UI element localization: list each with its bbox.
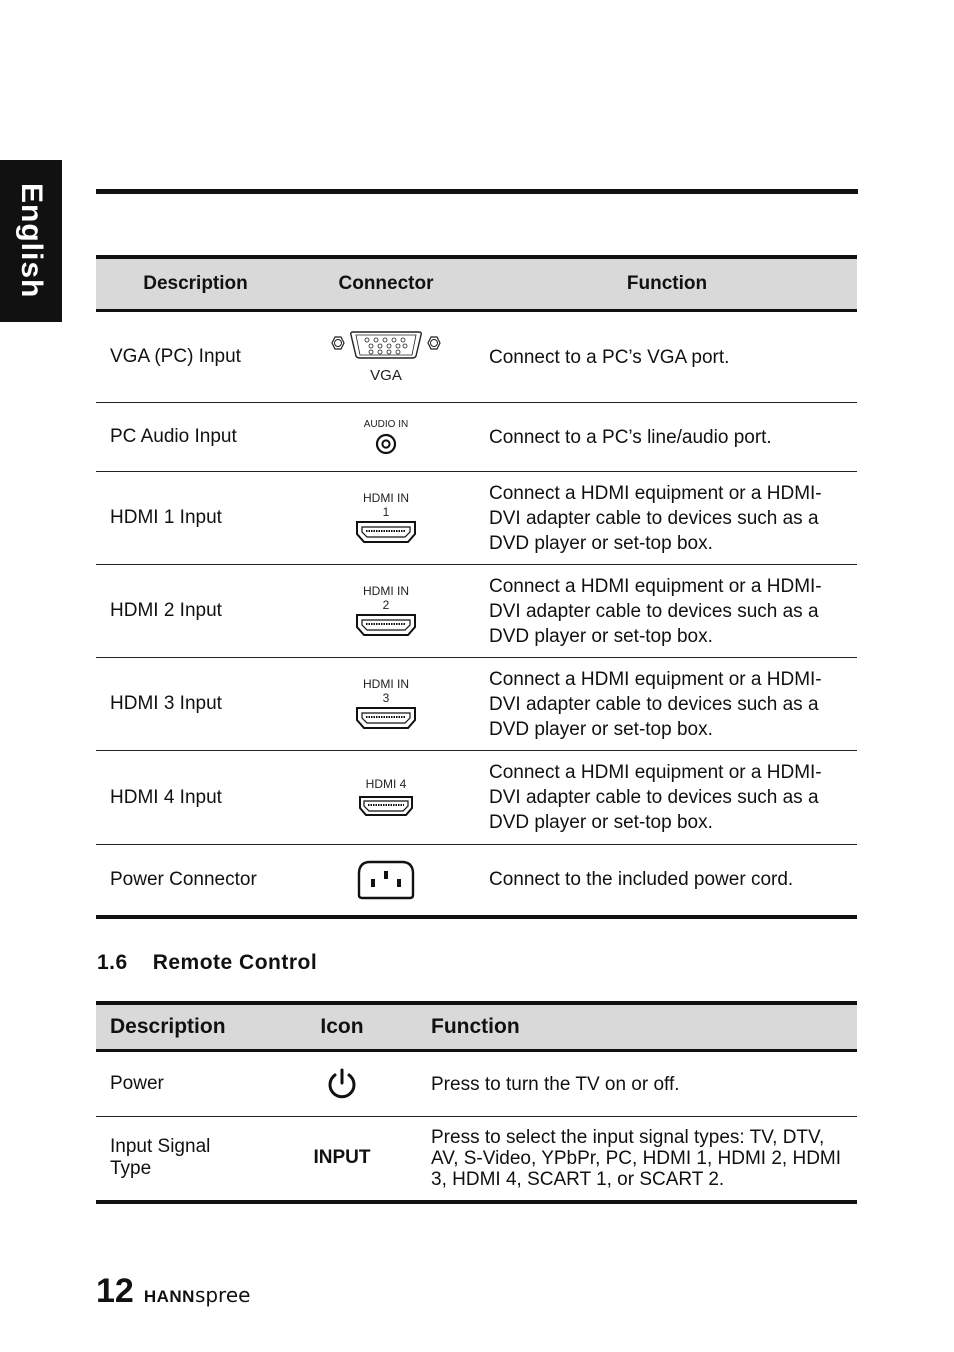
row-description: Power Connector — [96, 845, 295, 917]
header-description: Description — [96, 257, 295, 311]
icon-cell — [272, 1117, 412, 1202]
row-description: PC Audio Input — [96, 403, 295, 472]
connector-caption-number: 2 — [382, 598, 390, 612]
hdmi-port-icon — [354, 519, 418, 545]
table-row — [96, 311, 857, 403]
remote-table-header — [96, 1003, 857, 1051]
connector-caption: VGA — [370, 367, 402, 384]
table-row — [96, 403, 857, 472]
connector-caption: HDMI IN — [363, 491, 409, 505]
row-function: Connect a HDMI equipment or a HDMI-DVI adapter cable to devices such as a DVD player or set-top box. — [477, 658, 857, 751]
table-row — [96, 751, 857, 845]
row-function: Connect to a PC’s line/audio port. — [477, 403, 857, 472]
connector-cell — [295, 472, 477, 565]
connector-cell — [295, 658, 477, 751]
header-description: Description — [96, 1003, 272, 1051]
hdmi-port-icon — [354, 612, 418, 638]
page-footer — [96, 1272, 250, 1311]
row-function: Press to turn the TV on or off. — [412, 1051, 857, 1117]
hdmi-port-icon — [354, 705, 418, 731]
icon-cell — [272, 1051, 412, 1117]
page-number: 12 — [96, 1272, 134, 1310]
remote-control-table — [96, 1001, 857, 1204]
row-function: Connect a HDMI equipment or a HDMI-DVI adapter cable to devices such as a DVD player or set-top box. — [477, 751, 857, 845]
connector-caption: AUDIO IN — [363, 419, 409, 430]
section-title-text: Remote Control — [152, 951, 318, 974]
connector-caption: HDMI 4 — [365, 777, 407, 791]
connector-cell — [295, 565, 477, 658]
row-description: Power — [96, 1051, 272, 1117]
row-function: Connect to a PC’s VGA port. — [477, 311, 857, 403]
row-description: HDMI 2 Input — [96, 565, 295, 658]
top-rule — [96, 189, 858, 194]
connector-caption: HDMI IN — [363, 677, 409, 691]
table-row — [96, 1051, 857, 1117]
connector-caption: HDMI IN — [363, 584, 409, 598]
row-description: HDMI 3 Input — [96, 658, 295, 751]
row-function: Press to select the input signal types: TV, DTV, AV, S-Video, YPbPr, PC, HDMI 1, HDMI 2, HDMI 3, HDMI 4, SCART 1, or SCART 2. — [412, 1117, 857, 1202]
header-function: Function — [412, 1003, 857, 1051]
section-heading — [97, 951, 317, 975]
table-row — [96, 658, 857, 751]
table-row — [96, 845, 857, 917]
row-description: HDMI 4 Input — [96, 751, 295, 845]
connector-cell — [295, 403, 477, 472]
brand-logo — [144, 1283, 251, 1308]
connector-table-header — [96, 257, 857, 311]
row-function: Connect a HDMI equipment or a HDMI-DVI adapter cable to devices such as a DVD player or set-top box. — [477, 472, 857, 565]
language-tab — [0, 160, 62, 322]
row-description: VGA (PC) Input — [96, 311, 295, 403]
header-connector: Connector — [295, 257, 477, 311]
input-button-label: INPUT — [313, 1147, 371, 1169]
row-function: Connect a HDMI equipment or a HDMI-DVI adapter cable to devices such as a DVD player or set-top box. — [477, 565, 857, 658]
power-button-icon — [326, 1067, 358, 1101]
connector-cell — [295, 845, 477, 917]
table-row — [96, 472, 857, 565]
table-row — [96, 1117, 857, 1202]
header-function: Function — [477, 257, 857, 311]
row-description: Input Signal Type — [96, 1117, 272, 1202]
hdmi-port-icon — [357, 794, 415, 818]
connector-caption-number: 3 — [382, 691, 390, 705]
vga-port-icon — [326, 330, 446, 364]
language-tab-label: English — [15, 183, 48, 299]
power-socket-icon — [356, 859, 416, 901]
row-description: HDMI 1 Input — [96, 472, 295, 565]
connector-table — [96, 255, 857, 919]
brand-bold: HANN — [143, 1287, 195, 1306]
section-number: 1.6 — [97, 951, 128, 974]
audio-jack-icon — [374, 432, 398, 456]
header-icon: Icon — [272, 1003, 412, 1051]
table-row — [96, 565, 857, 658]
connector-cell — [295, 751, 477, 845]
brand-light: spree — [194, 1283, 251, 1307]
connector-cell — [295, 311, 477, 403]
row-function: Connect to the included power cord. — [477, 845, 857, 917]
connector-caption-number: 1 — [382, 505, 390, 519]
